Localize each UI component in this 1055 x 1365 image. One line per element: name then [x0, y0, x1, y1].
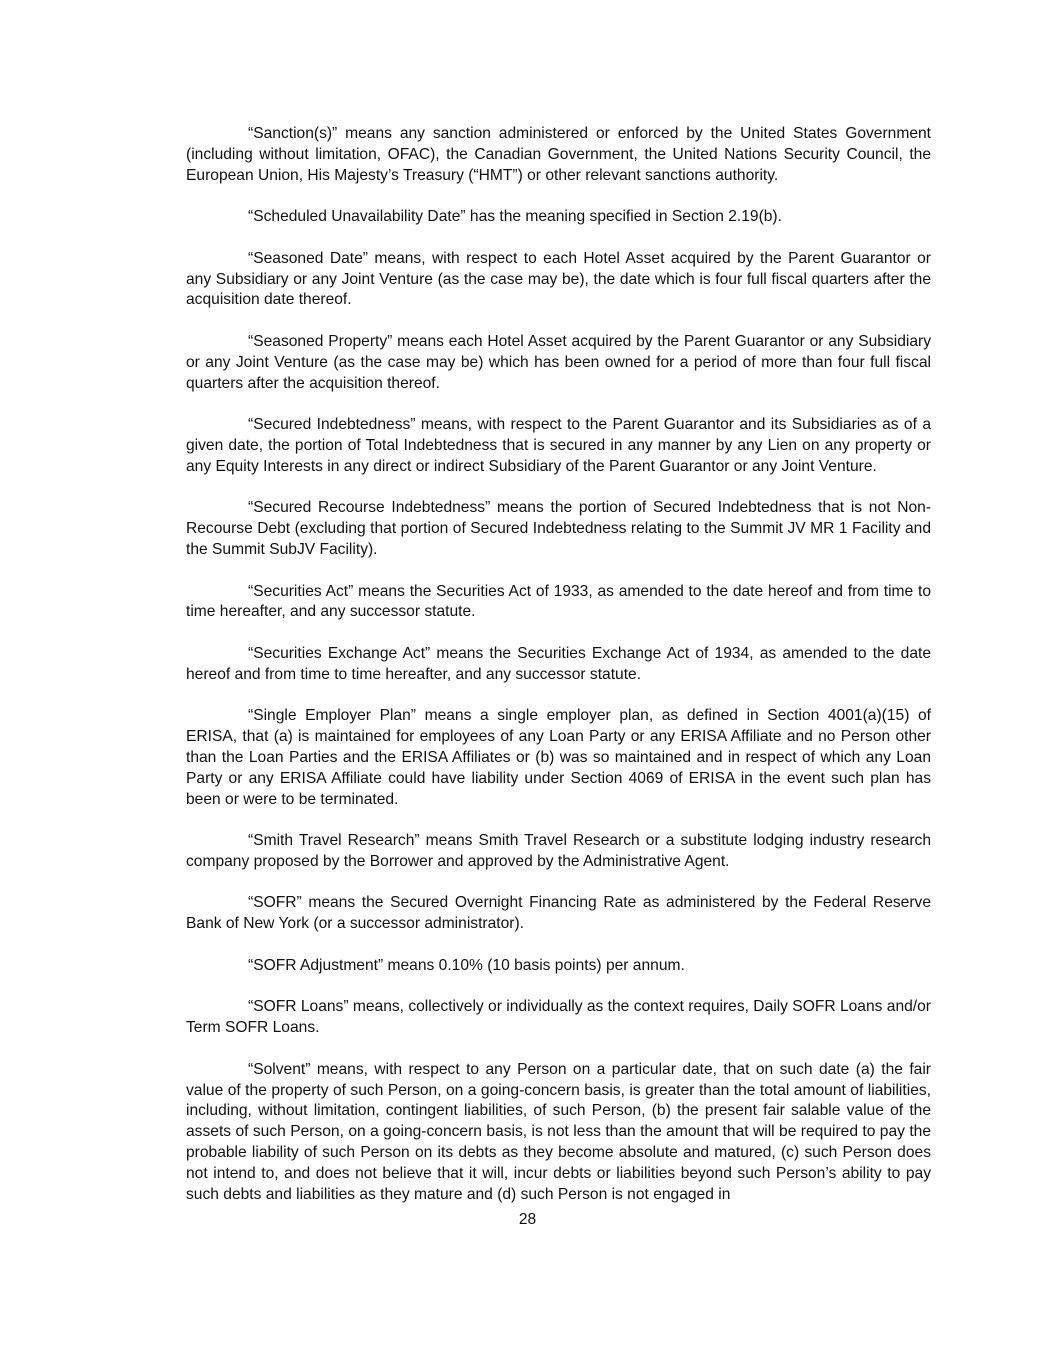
definition-sofr: “SOFR” means the Secured Overnight Financing Rate as administered by the Federal Reserve Bank of New York (or a successor administrator). [186, 894, 931, 933]
definition-sanctions: “Sanction(s)” means any sanction administered or enforced by the United States Government (including without limitation, OFAC), the Canadian Government, the United Nations Security Council, the European Union, His Majesty’s Treasury (“HMT”) or other relevant sanctions authority. [186, 125, 931, 184]
definition-secured-recourse-indebtedness: “Secured Recourse Indebtedness” means the portion of Secured Indebtedness that is not Non-Recourse Debt (excluding that portion of Secured Indebtedness relating to the Summit JV MR 1 Facility and the Summit SubJV Facility). [186, 499, 931, 558]
definition-seasoned-property: “Seasoned Property” means each Hotel Asset acquired by the Parent Guarantor or any Subsidiary or any Joint Venture (as the case may be) which has been owned for a period of more than four full fiscal quarters after the acquisition thereof. [186, 332, 931, 392]
page-number: 28 [518, 1211, 537, 1228]
definition-single-employer-plan: “Single Employer Plan” means a single employer plan, as defined in Section 4001(a)(15) of ERISA, that (a) is maintained for employees of any Loan Party or any ERISA Affiliate and no Person other than the Loan Parties and the ERISA Affiliates or (b) was so maintained and in respect of which any Loan Party or any ERISA Affiliate could have liability under Section 4069 of ERISA in the event such plan has been or were to be terminated. [186, 707, 931, 808]
definition-solvent: “Solvent” means, with respect to any Person on a particular date, that on such date (a) the fair value of the property of such Person, on a going-concern basis, is greater than the total amount of liabilities, including, without limitation, contingent liabilities, of such Person, (b) the present fair salable value of the assets of such Person, on a going-concern basis, is not less than the amount that will be required to pay the probable liability of such Person on its debts as they become absolute and matured, (c) such Person does not intend to, and does not believe that it will, incur debts or liabilities beyond such Person’s ability to pay such debts and liabilities as they mature and (d) such Person is not engaged in [186, 1060, 931, 1203]
definition-securities-act: “Securities Act” means the Securities Act of 1933, as amended to the date hereof and from time to time hereafter, and any successor statute. [186, 582, 931, 621]
definition-smith-travel-research: “Smith Travel Research” means Smith Travel Research or a substitute lodging industry research company proposed by the Borrower and approved by the Administrative Agent. [186, 832, 931, 870]
definition-seasoned-date: “Seasoned Date” means, with respect to each Hotel Asset acquired by the Parent Guarantor or any Subsidiary or any Joint Venture (as the case may be), the date which is four full fiscal quarters after the acquisition date thereof. [186, 249, 931, 309]
definition-scheduled-unavailability-date: “Scheduled Unavailability Date” has the meaning specified in Section 2.19(b). [248, 208, 782, 226]
definition-securities-exchange-act: “Securities Exchange Act” means the Securities Exchange Act of 1934, as amended to the date hereof and from time to time hereafter, and any successor statute. [186, 644, 931, 683]
definition-sofr-adjustment: “SOFR Adjustment” means 0.10% (10 basis points) per annum. [248, 956, 685, 974]
definition-sofr-loans: “SOFR Loans” means, collectively or individually as the context requires, Daily SOFR Loans and/or Term SOFR Loans. [186, 998, 931, 1037]
definition-secured-indebtedness: “Secured Indebtedness” means, with respect to the Parent Guarantor and its Subsidiaries as of a given date, the portion of Total Indebtedness that is secured in any manner by any Lien on any property or any Equity Interests in any direct or indirect Subsidiary of the Parent Guarantor or any Joint Venture. [186, 416, 931, 475]
document-body [186, 124, 931, 1205]
